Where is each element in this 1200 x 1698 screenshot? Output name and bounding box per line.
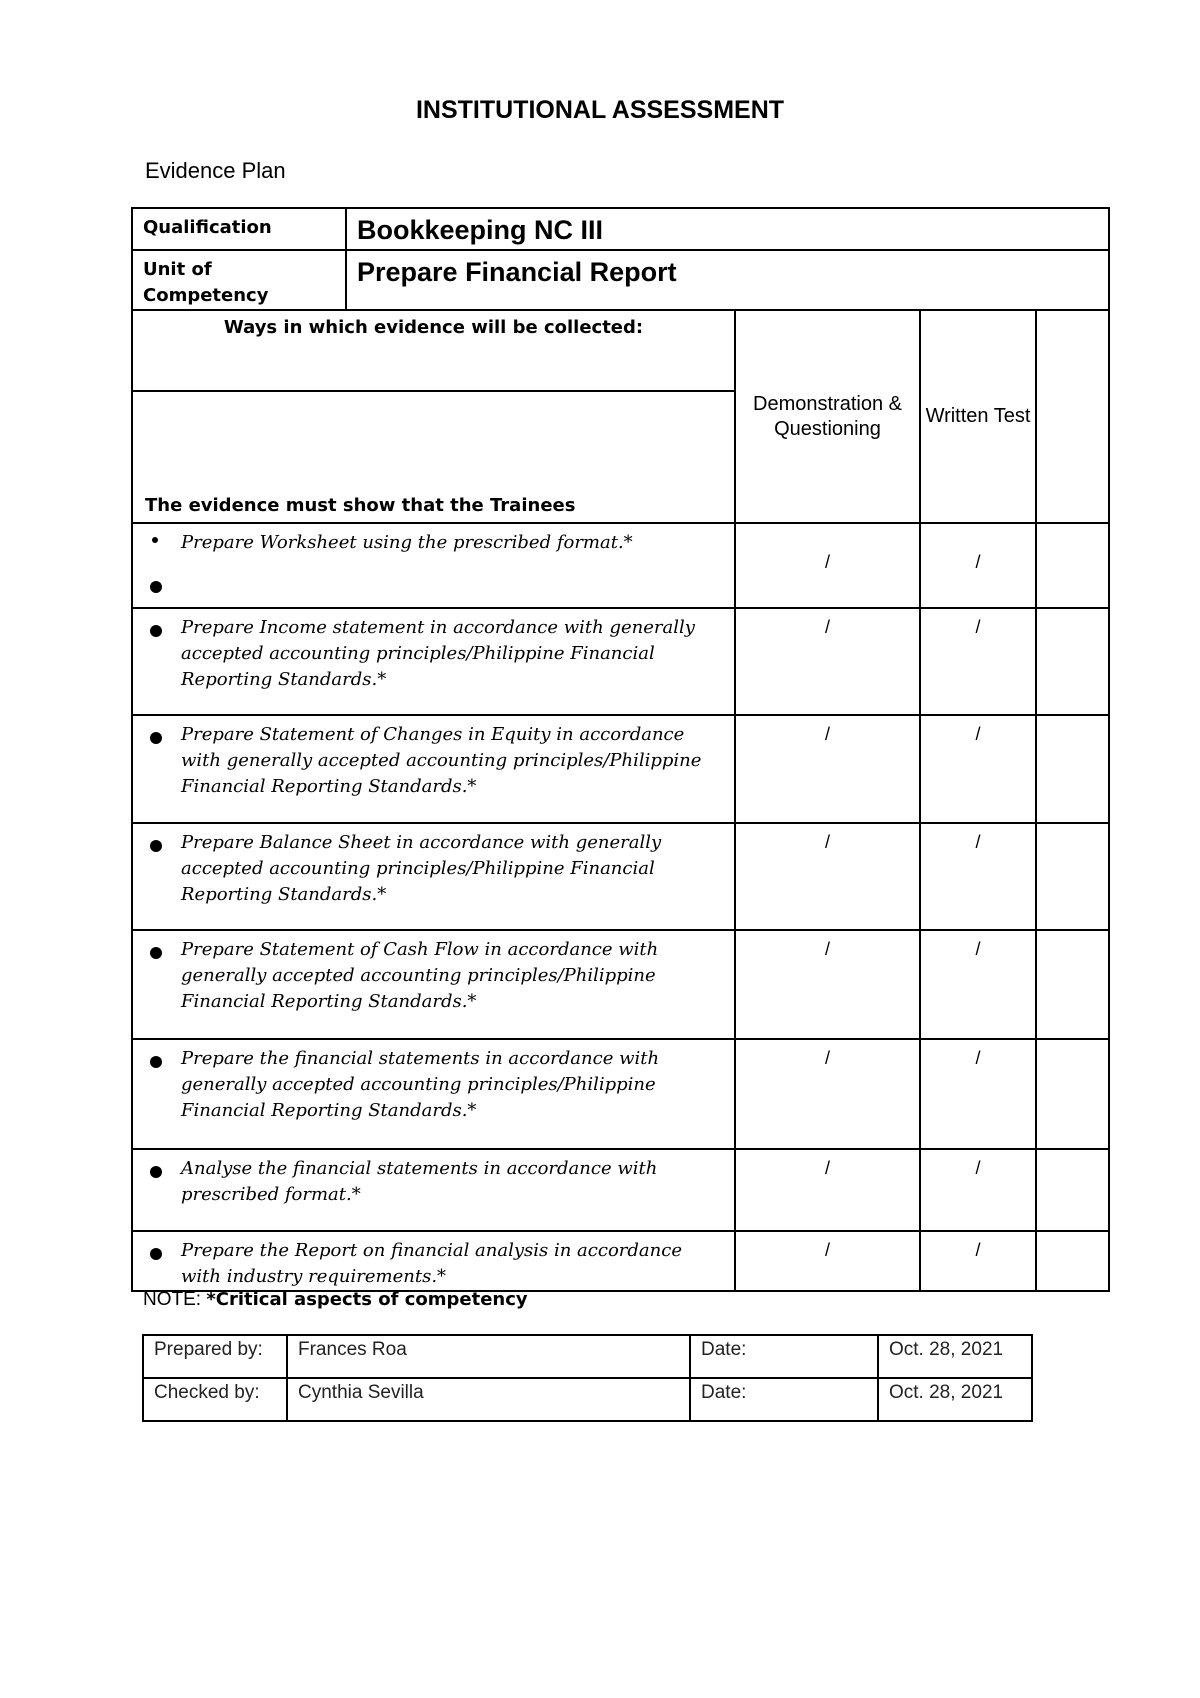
- unit-value: Prepare Financial Report: [346, 250, 1109, 310]
- criterion-row: [132, 930, 1109, 1039]
- page-title: INSTITUTIONAL ASSESSMENT: [415, 96, 785, 124]
- bullet-icon: [150, 732, 162, 744]
- bullet-icon: [150, 581, 162, 593]
- bullet-icon: [150, 1166, 162, 1178]
- bullet-icon: [150, 625, 162, 637]
- qualification-row: [132, 208, 1109, 250]
- blank-cell: [1036, 1231, 1109, 1291]
- criterion-row: [132, 523, 1109, 608]
- bullet-icon: [150, 1056, 162, 1068]
- evidence-plan-table: [131, 207, 1110, 1292]
- prepared-label: Prepared by:: [143, 1335, 287, 1378]
- bullet-icon: [150, 947, 162, 959]
- written-check: /: [920, 930, 1036, 1039]
- ways-header: Ways in which evidence will be collected:: [132, 310, 735, 391]
- criterion-text: Analyse the financial statements in accordance with prescribed format.*: [181, 1158, 658, 1205]
- demo-check: /: [735, 823, 920, 930]
- written-check: /: [920, 1149, 1036, 1231]
- criterion-row: [132, 608, 1109, 715]
- method-written-test: Written Test: [920, 310, 1036, 523]
- method-demonstration: Demonstration & Questioning: [735, 310, 920, 523]
- checked-row: [143, 1378, 1032, 1421]
- written-check: /: [920, 523, 1036, 608]
- blank-cell: [1036, 523, 1109, 608]
- criterion-text: Prepare Statement of Cash Flow in accordance with generally accepted accounting principles/Philippine Financial Reporting Standards.*: [181, 939, 659, 1012]
- blank-cell: [1036, 715, 1109, 823]
- method-blank: [1036, 310, 1109, 523]
- written-check: /: [920, 1039, 1036, 1149]
- prepared-date-label: Date:: [690, 1335, 878, 1378]
- unit-row: [132, 250, 1109, 310]
- demo-check: /: [735, 608, 920, 715]
- checked-date-label: Date:: [690, 1378, 878, 1421]
- criterion-text: Prepare Balance Sheet in accordance with generally accepted accounting principles/Philippine Financial Reporting Standards.*: [181, 832, 662, 905]
- prepared-row: [143, 1335, 1032, 1378]
- critical-note: [143, 1289, 528, 1311]
- note-text: *Critical aspects of competency: [206, 1289, 528, 1310]
- evidence-header: The evidence must show that the Trainees: [132, 391, 735, 523]
- checked-date: Oct. 28, 2021: [878, 1378, 1032, 1421]
- blank-cell: [1036, 608, 1109, 715]
- written-check: /: [920, 1231, 1036, 1291]
- demo-check: /: [735, 715, 920, 823]
- qualification-label: Qualification: [132, 208, 346, 250]
- demo-check: /: [735, 523, 920, 608]
- bullet-icon: [152, 537, 158, 543]
- criterion-row: [132, 1231, 1109, 1291]
- checked-name: Cynthia Sevilla: [287, 1378, 690, 1421]
- demo-check: /: [735, 1231, 920, 1291]
- checked-label: Checked by:: [143, 1378, 287, 1421]
- criterion-row: [132, 1149, 1109, 1231]
- written-check: /: [920, 608, 1036, 715]
- criterion-text: Prepare Income statement in accordance with generally accepted accounting principles/Philippine Financial Reporting Standards.*: [181, 617, 695, 690]
- blank-cell: [1036, 1039, 1109, 1149]
- criterion-text: Prepare Worksheet using the prescribed format.*: [181, 532, 633, 553]
- bullet-icon: [150, 840, 162, 852]
- written-check: /: [920, 823, 1036, 930]
- written-check: /: [920, 715, 1036, 823]
- demo-check: /: [735, 930, 920, 1039]
- signoff-table: [142, 1334, 1033, 1422]
- blank-cell: [1036, 823, 1109, 930]
- bullet-icon: [150, 1248, 162, 1260]
- prepared-date: Oct. 28, 2021: [878, 1335, 1032, 1378]
- blank-cell: [1036, 930, 1109, 1039]
- prepared-name: Frances Roa: [287, 1335, 690, 1378]
- criterion-text: Prepare the financial statements in accordance with generally accepted accounting principles/Philippine Financial Reporting Standards.*: [181, 1048, 660, 1121]
- criterion-row: [132, 715, 1109, 823]
- unit-label: Unit of Competency: [132, 250, 346, 310]
- demo-check: /: [735, 1149, 920, 1231]
- qualification-value: Bookkeeping NC III: [346, 208, 1109, 250]
- criterion-row: [132, 1039, 1109, 1149]
- ways-row: [132, 310, 1109, 391]
- page-subtitle: Evidence Plan: [145, 158, 286, 183]
- note-prefix: NOTE:: [143, 1289, 202, 1310]
- criterion-text: Prepare Statement of Changes in Equity in accordance with generally accepted accounting principles/Philippine Financial Reporting Standards.*: [181, 724, 702, 797]
- blank-cell: [1036, 1149, 1109, 1231]
- criterion-text: Prepare the Report on financial analysis in accordance with industry requirements.*: [181, 1240, 682, 1287]
- demo-check: /: [735, 1039, 920, 1149]
- criterion-row: [132, 823, 1109, 930]
